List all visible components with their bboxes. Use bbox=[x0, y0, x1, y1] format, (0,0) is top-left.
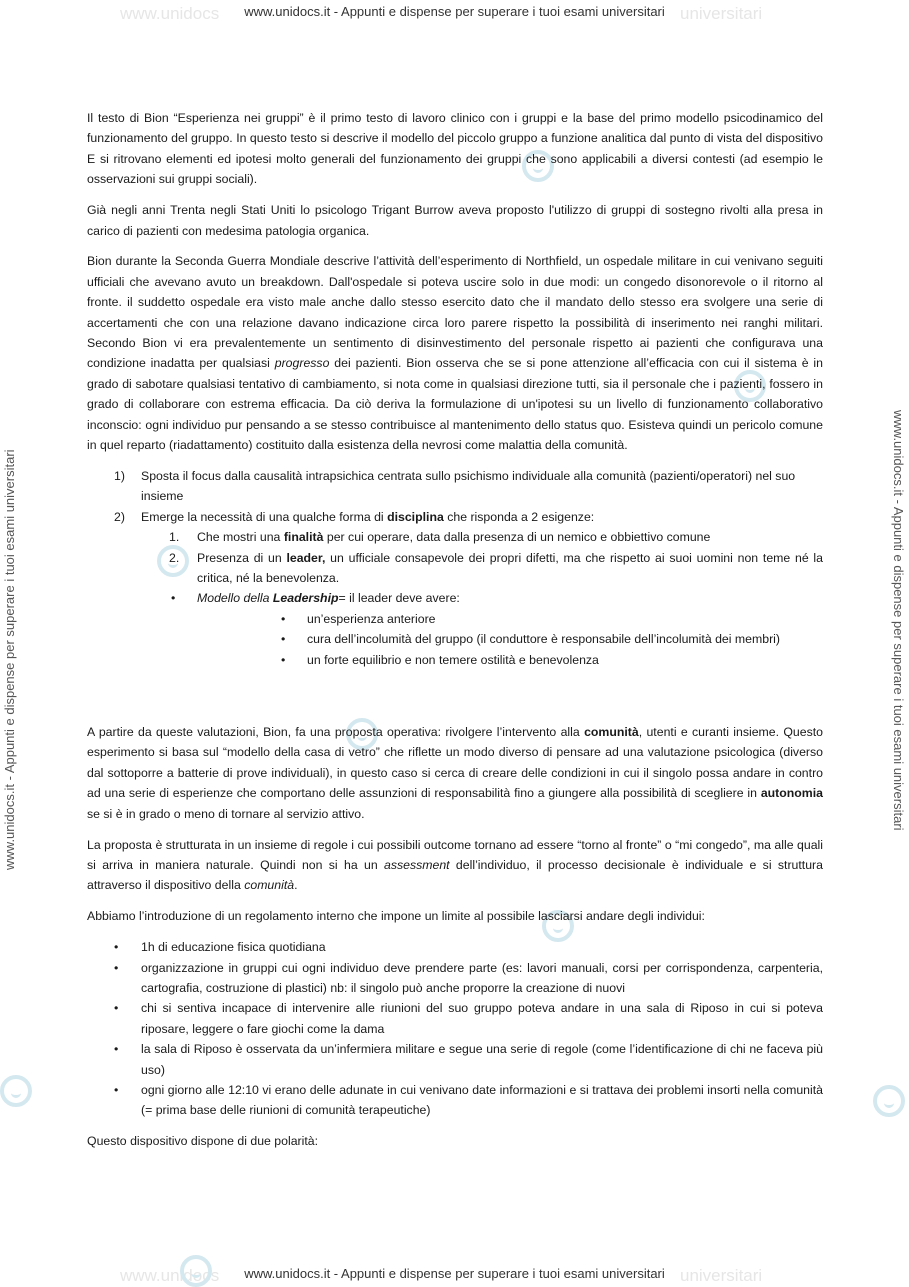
paragraph-proposal: A partire da queste valutazioni, Bion, fa una proposta operativa: rivolgere l’intervento alla comunità, utenti e curanti insieme. Questo esperimento si basa sul “modello della casa di vetro” che riflette un modo diverso di pensare ad una valutazione psicologica (diverso dal sottoporre a batterie di prove individuali), in questo caso si cerca di creare delle condizioni in cui il singolo possa andare in contro ad una serie di esperienze che comportano delle assunzioni di responsabilità fino a giungere alla possibilità di scegliere in autonomia se si è in grado o meno di tornare al servizio attivo. bbox=[87, 725, 824, 821]
watermark-right: www.unidocs.it - Appunti e dispense per superare i tuoi esami universitari bbox=[891, 410, 906, 831]
paragraph-rules: La proposta è strutturata in un insieme di regole i cui possibili outcome tornano ad essere “torno al fronte” o “mi congedo”, ma alle quali si arriva in maniera naturale. Quindi non si ha un assessment dell’individuo, il processo decisionale è individuale e si struttura attraverso il dispositivo della comunità. bbox=[87, 837, 823, 893]
unidocs-logo-icon bbox=[180, 1255, 212, 1287]
list-item: • organizzazione in gruppi cui ogni individuo deve prendere parte (es: lavori manuali, corsi per corrispondenza, carpenteria, cartografia, costruzione di plastici) nb: il singolo può anche proporre la creazione di nuovi bbox=[114, 960, 823, 996]
watermark-ghost-top-right: universitari bbox=[680, 4, 763, 23]
list-item: 2. Presenza di un leader, un ufficiale consapevole dei propri difetti, ma che rispetto ai suoi uomini non teme né la critica, né la benevolenza. bbox=[169, 550, 823, 586]
leadership-model-list bbox=[87, 588, 823, 608]
list-item: • chi si sentiva incapace di intervenire alle riunioni del suo gruppo poteva andare in una sala di Riposo in cui si poteva riposare, leggere o fare giochi come la dama bbox=[114, 1001, 823, 1036]
document-body bbox=[87, 108, 823, 1162]
paragraph-closing: Questo dispositivo dispone di due polarità: bbox=[87, 1134, 319, 1149]
sub-list bbox=[141, 527, 823, 588]
list-item: • ogni giorno alle 12:10 vi erano delle adunate in cui venivano date informazioni e si trattava dei problemi insorti nella comunità (= prima base delle riunioni di comunità terapeutiche) bbox=[114, 1083, 823, 1118]
list-item: • la sala di Riposo è osservata da un’infermiera militare e segue una serie di regole (come l’identificazione di chi ne faceva più uso) bbox=[114, 1042, 823, 1077]
list-item: • 1h di educazione fisica quotidiana bbox=[114, 940, 326, 955]
list-item: • cura dell’incolumità del gruppo (il conduttore è responsabile dell’incolumità dei membri) bbox=[281, 632, 780, 647]
paragraph-burrow: Già negli anni Trenta negli Stati Uniti lo psicologo Trigant Burrow aveva proposto l'utilizzo di gruppi di sostegno rivolti alla presa in carico di pazienti con medesima patologia organica. bbox=[87, 203, 823, 238]
list-item: 1. Che mostri una finalità per cui operare, data dalla presenza di un nemico e obbiettivo comune bbox=[169, 530, 711, 545]
paragraph-northfield: Bion durante la Seconda Guerra Mondiale descrive l’attività dell’esperimento di Northfield, un ospedale militare in cui venivano seguiti ufficiali che avevano avuto un breakdown. Dall'ospedale si poteva uscire solo in due modi: un congedo disonorevole o il ritorno al fronte. il suddetto ospedale era visto male anche dallo stesso esercito dato che il mandato dello stesso era svolgere una serie di accertamenti che con una relazione davano indicazione circa loro parere rispetto la possibilità di inserimento nei ranghi militari. Secondo Bion vi era prevalentemente un sentimento di disinvestimento del personale rispetto ai pazienti che configurava una condizione inadatta per qualsiasi progresso dei pazienti. Bion osserva che se si pone attenzione all’efficacia con cui il sistema è in grado di sabotare qualsiasi tentativo di cambiamento, si nota come in qualsiasi direzione tutti, sia il personale che i pazienti, fossero in grado di collaborare con estrema efficacia. Da ciò deriva la formulazione di un'ipotesi su un livello di funzionamento collaborativo inconscio: ogni individuo pur pensando a se stesso contribuisce al mantenimento dello status quo. Esisteva quindi un pericolo comune in quel reparto (riadattamento) costituito dalla esistenza della nevrosi come malattia della comunità. bbox=[87, 254, 823, 453]
list-item: • un forte equilibrio e non temere ostilità e benevolenza bbox=[281, 652, 599, 667]
rules-list bbox=[87, 937, 823, 1121]
watermark-ghost-bottom-left: www.unidocs bbox=[120, 1266, 220, 1285]
watermark-ghost-top-left: www.unidocs bbox=[120, 4, 220, 23]
paragraph-regulation: Abbiamo l’introduzione di un regolamento interno che impone un limite al possibile lasciarsi andare degli individui: bbox=[87, 909, 705, 924]
numbered-list bbox=[87, 466, 823, 588]
list-item: 2) Emerge la necessità di una qualche forma di disciplina che risponda a 2 esigenze: 1. Che mostri una finalità per cui operare, data dalla presenza di un nemico e obbiettivo comune 2. Presenza di un leader, un ufficiale consapevole dei propri difetti, ma che rispetto ai suoi uomini non teme né la critica, né la benevolenza. bbox=[141, 507, 823, 589]
watermark-ghost-bottom-right: universitari bbox=[680, 1266, 763, 1285]
unidocs-logo-icon bbox=[0, 1075, 32, 1107]
paragraph-intro: Il testo di Bion “Esperienza nei gruppi” è il primo testo di lavoro clinico con i gruppi e la base del primo modello psicodinamico del funzionamento del gruppo. In questo testo si descrive il modello del piccolo gruppo a funzione analitica dal punto di vista del dispositivo E si ritrovano elementi ed ipotesi molto generali del funzionamento dei gruppi che sono applicabili a diversi contesti (ad esempio le osservazioni sui gruppi sociali). bbox=[87, 111, 823, 187]
watermark-top: www.unidocs.it - Appunti e dispense per superare i tuoi esami universitari bbox=[244, 4, 665, 19]
list-item: • Modello della Leadership= il leader deve avere: bbox=[171, 591, 460, 606]
leadership-requirements-list bbox=[87, 609, 823, 670]
watermark-bottom: www.unidocs.it - Appunti e dispense per superare i tuoi esami universitari bbox=[244, 1266, 665, 1281]
list-item: • un’esperienza anteriore bbox=[281, 611, 436, 626]
watermark-left: www.unidocs.it - Appunti e dispense per superare i tuoi esami universitari bbox=[2, 449, 17, 870]
list-item: 1) Sposta il focus dalla causalità intrapsichica centrata sullo psichismo individuale alla comunità (pazienti/operatori) nel suo insieme bbox=[114, 469, 796, 504]
unidocs-logo-icon bbox=[873, 1085, 905, 1117]
